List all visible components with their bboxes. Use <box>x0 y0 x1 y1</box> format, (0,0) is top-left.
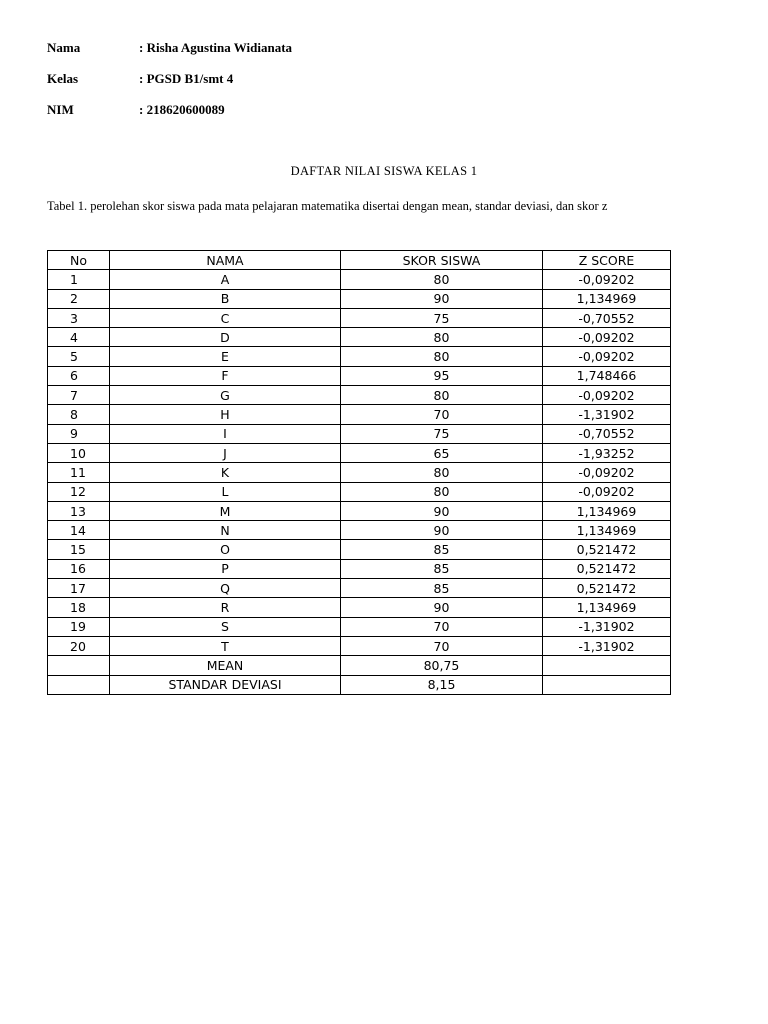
row-score-cell: 95 <box>341 366 543 385</box>
sd-row-no-cell <box>48 675 110 694</box>
row-zscore-cell: -0,70552 <box>543 424 671 443</box>
table-row <box>48 579 671 598</box>
row-no-cell: 14 <box>48 521 110 540</box>
row-score-cell: 75 <box>341 424 543 443</box>
row-score-cell: 70 <box>341 617 543 636</box>
row-name-cell: E <box>110 347 341 366</box>
header-nama: NAMA <box>110 251 341 270</box>
mean-row-z-cell <box>543 656 671 675</box>
row-name-cell: H <box>110 405 341 424</box>
row-no-cell: 15 <box>48 540 110 559</box>
row-zscore-cell: -0,09202 <box>543 482 671 501</box>
header-skor: SKOR SISWA <box>341 251 543 270</box>
mean-row <box>48 656 671 675</box>
table-row <box>48 443 671 462</box>
row-score-cell: 90 <box>341 501 543 520</box>
table-row <box>48 366 671 385</box>
document-title: DAFTAR NILAI SISWA KELAS 1 <box>290 164 478 178</box>
sd-row-z-cell <box>543 675 671 694</box>
table-row <box>48 463 671 482</box>
row-no-cell: 4 <box>48 328 110 347</box>
table-row <box>48 386 671 405</box>
row-no-cell: 5 <box>48 347 110 366</box>
row-zscore-cell: 0,521472 <box>543 579 671 598</box>
sd-label: STANDAR DEVIASI <box>110 675 341 694</box>
row-score-cell: 90 <box>341 289 543 308</box>
row-no-cell: 8 <box>48 405 110 424</box>
row-score-cell: 90 <box>341 598 543 617</box>
row-zscore-cell: 1,748466 <box>543 366 671 385</box>
row-name-cell: L <box>110 482 341 501</box>
row-no-cell: 11 <box>48 463 110 482</box>
header-zscore: Z SCORE <box>543 251 671 270</box>
student-class-label: Kelas <box>47 71 79 86</box>
table-row <box>48 598 671 617</box>
table-row <box>48 636 671 655</box>
row-score-cell: 70 <box>341 405 543 424</box>
row-name-cell: R <box>110 598 341 617</box>
row-score-cell: 70 <box>341 636 543 655</box>
row-zscore-cell: -0,09202 <box>543 347 671 366</box>
table-row <box>48 328 671 347</box>
row-no-cell: 2 <box>48 289 110 308</box>
row-name-cell: D <box>110 328 341 347</box>
row-score-cell: 80 <box>341 347 543 366</box>
row-zscore-cell: 1,134969 <box>543 501 671 520</box>
row-name-cell: C <box>110 308 341 327</box>
row-no-cell: 17 <box>48 579 110 598</box>
student-name-value: : Risha Agustina Widianata <box>139 40 293 55</box>
row-no-cell: 18 <box>48 598 110 617</box>
row-no-cell: 6 <box>48 366 110 385</box>
mean-row-no-cell <box>48 656 110 675</box>
row-score-cell: 80 <box>341 463 543 482</box>
row-no-cell: 12 <box>48 482 110 501</box>
row-zscore-cell: -1,31902 <box>543 636 671 655</box>
table-row <box>48 521 671 540</box>
table-row <box>48 540 671 559</box>
row-no-cell: 13 <box>48 501 110 520</box>
table-row <box>48 270 671 289</box>
row-zscore-cell: -1,93252 <box>543 443 671 462</box>
student-class-value: : PGSD B1/smt 4 <box>139 71 234 86</box>
table-row <box>48 559 671 578</box>
row-zscore-cell: 0,521472 <box>543 540 671 559</box>
table-body <box>48 270 671 656</box>
table-row <box>48 347 671 366</box>
row-zscore-cell: -1,31902 <box>543 405 671 424</box>
row-score-cell: 80 <box>341 328 543 347</box>
row-no-cell: 1 <box>48 270 110 289</box>
score-table <box>47 250 671 695</box>
sd-row <box>48 675 671 694</box>
row-name-cell: T <box>110 636 341 655</box>
row-no-cell: 9 <box>48 424 110 443</box>
row-score-cell: 75 <box>341 308 543 327</box>
row-score-cell: 85 <box>341 559 543 578</box>
table-header-row <box>48 251 671 270</box>
row-score-cell: 85 <box>341 579 543 598</box>
row-zscore-cell: -0,09202 <box>543 463 671 482</box>
row-no-cell: 20 <box>48 636 110 655</box>
row-no-cell: 16 <box>48 559 110 578</box>
row-name-cell: F <box>110 366 341 385</box>
table-row <box>48 617 671 636</box>
row-no-cell: 7 <box>48 386 110 405</box>
table-row <box>48 289 671 308</box>
row-score-cell: 65 <box>341 443 543 462</box>
table-row <box>48 308 671 327</box>
table-row <box>48 501 671 520</box>
header-no: No <box>48 251 110 270</box>
row-name-cell: Q <box>110 579 341 598</box>
table-row <box>48 405 671 424</box>
row-name-cell: I <box>110 424 341 443</box>
mean-value: 80,75 <box>341 656 543 675</box>
mean-label: MEAN <box>110 656 341 675</box>
row-score-cell: 80 <box>341 386 543 405</box>
row-score-cell: 80 <box>341 482 543 501</box>
table-row <box>48 482 671 501</box>
row-zscore-cell: 0,521472 <box>543 559 671 578</box>
student-name-label: Nama <box>47 40 81 55</box>
row-score-cell: 85 <box>341 540 543 559</box>
row-name-cell: B <box>110 289 341 308</box>
table-row <box>48 424 671 443</box>
row-zscore-cell: 1,134969 <box>543 598 671 617</box>
row-name-cell: J <box>110 443 341 462</box>
row-zscore-cell: 1,134969 <box>543 521 671 540</box>
row-score-cell: 80 <box>341 270 543 289</box>
row-name-cell: O <box>110 540 341 559</box>
row-name-cell: A <box>110 270 341 289</box>
student-nim-value: : 218620600089 <box>139 102 225 117</box>
row-zscore-cell: -0,09202 <box>543 270 671 289</box>
sd-value: 8,15 <box>341 675 543 694</box>
row-score-cell: 90 <box>341 521 543 540</box>
row-name-cell: P <box>110 559 341 578</box>
row-zscore-cell: -0,09202 <box>543 386 671 405</box>
row-zscore-cell: 1,134969 <box>543 289 671 308</box>
student-nim-label: NIM <box>47 102 74 117</box>
row-no-cell: 3 <box>48 308 110 327</box>
row-zscore-cell: -0,09202 <box>543 328 671 347</box>
row-no-cell: 10 <box>48 443 110 462</box>
row-zscore-cell: -1,31902 <box>543 617 671 636</box>
row-name-cell: N <box>110 521 341 540</box>
row-name-cell: S <box>110 617 341 636</box>
row-name-cell: M <box>110 501 341 520</box>
row-no-cell: 19 <box>48 617 110 636</box>
table-caption: Tabel 1. perolehan skor siswa pada mata pelajaran matematika disertai dengan mean, standar deviasi, dan skor z <box>47 199 608 213</box>
row-name-cell: G <box>110 386 341 405</box>
row-name-cell: K <box>110 463 341 482</box>
row-zscore-cell: -0,70552 <box>543 308 671 327</box>
